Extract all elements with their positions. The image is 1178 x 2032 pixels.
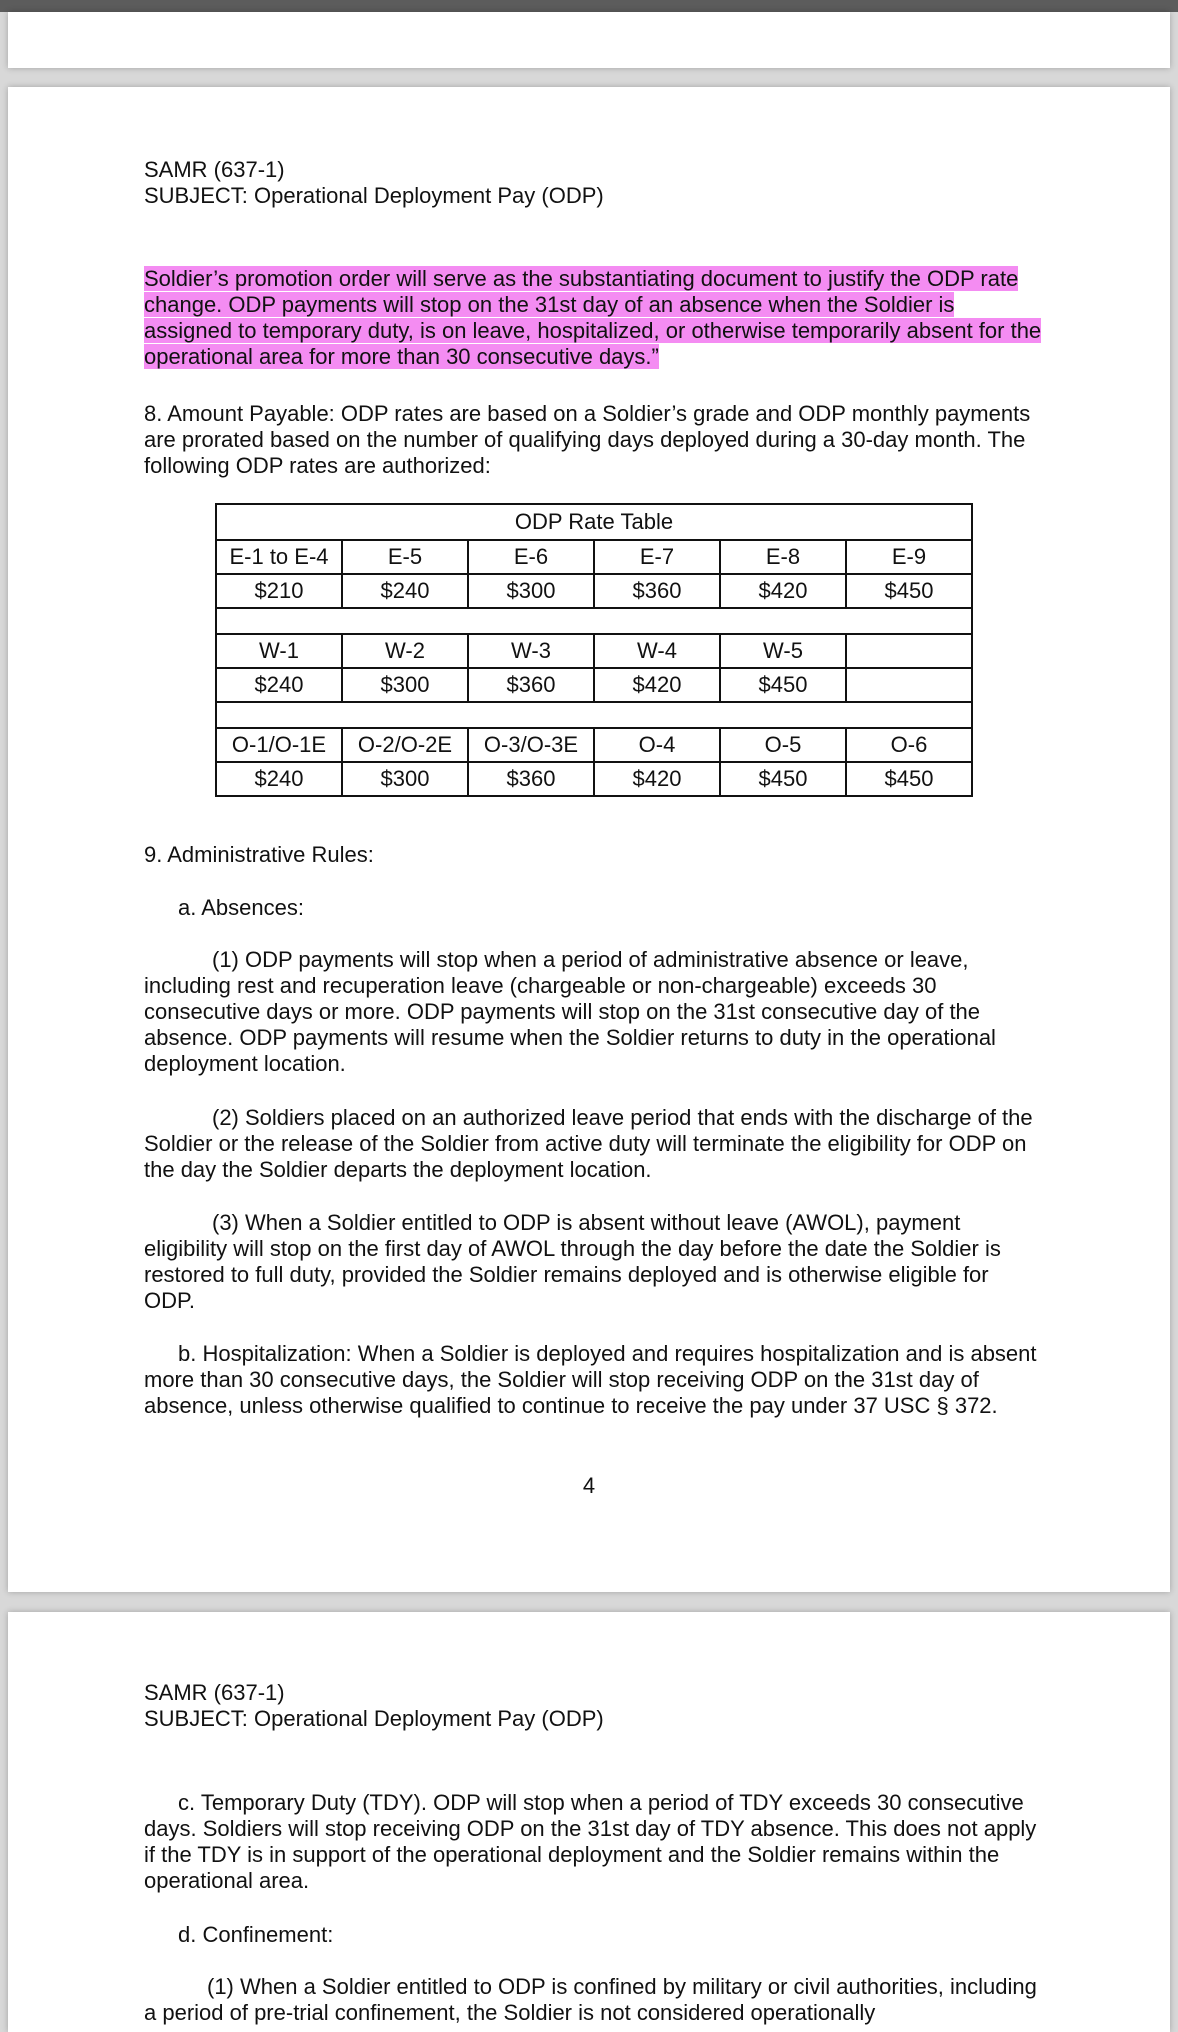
paragraph-9d xyxy=(144,1922,1044,1948)
paragraph-9d-heading: d. Confinement: xyxy=(178,1922,334,1947)
paragraph-9c-text: c. Temporary Duty (TDY). ODP will stop when a period of TDY exceeds 30 consecutive days. Soldiers will stop receiving ODP on the 31st day of TDY absence. This does not apply if the TDY is in support of the operational deployment and the Soldier remains within the operational area. xyxy=(144,1790,1037,1893)
rate-cell xyxy=(846,668,972,702)
spacer-row xyxy=(216,702,972,728)
rate-cell: $360 xyxy=(594,574,720,608)
spacer-cell xyxy=(216,702,972,728)
warrant-rates-row xyxy=(216,668,972,702)
paragraph-9a2 xyxy=(144,1105,1044,1183)
spacer-cell xyxy=(216,608,972,634)
paragraph-9a3 xyxy=(144,1210,1044,1314)
paragraph-9a1-text: (1) ODP payments will stop when a period of administrative absence or leave, including rest and recuperation leave (chargeable or non-chargeable) exceeds 30 consecutive days or more. ODP payments will stop on the 31st consecutive day of the absence. ODP payments will resume when the Soldier returns to duty in the operational deployment location. xyxy=(144,947,996,1076)
rate-cell: $240 xyxy=(216,762,342,796)
rate-cell: $360 xyxy=(468,668,594,702)
odp-rate-table xyxy=(215,503,973,797)
grade-cell: E-6 xyxy=(468,540,594,574)
paragraph-9a2-text: (2) Soldiers placed on an authorized leave period that ends with the discharge of the Soldier or the release of the Soldier from active duty will terminate the eligibility for ODP on the day the Soldier departs the deployment location. xyxy=(144,1105,1033,1182)
rate-cell: $240 xyxy=(342,574,468,608)
rate-cell: $300 xyxy=(342,668,468,702)
grade-cell: W-2 xyxy=(342,634,468,668)
grade-cell xyxy=(846,634,972,668)
grade-cell: E-1 to E-4 xyxy=(216,540,342,574)
grade-cell: W-3 xyxy=(468,634,594,668)
grade-cell: E-5 xyxy=(342,540,468,574)
header-subject: SUBJECT: Operational Deployment Pay (ODP) xyxy=(144,1706,604,1731)
enlisted-grades-row xyxy=(216,540,972,574)
grade-cell: E-7 xyxy=(594,540,720,574)
document-page-5 xyxy=(8,1612,1170,2032)
paragraph-9a1 xyxy=(144,947,1044,1077)
paragraph-9a xyxy=(144,895,1044,921)
rate-cell: $450 xyxy=(720,762,846,796)
grade-cell: E-8 xyxy=(720,540,846,574)
viewer-top-bar xyxy=(0,0,1178,12)
paragraph-8 xyxy=(144,401,1044,479)
rate-cell: $300 xyxy=(342,762,468,796)
paragraph-8-text: 8. Amount Payable: ODP rates are based on a Soldier’s grade and ODP monthly payments are prorated based on the number of qualifying days deployed during a 30-day month. The following ODP rates are authorized: xyxy=(144,401,1031,478)
paragraph-9d1 xyxy=(144,1974,1044,2026)
paragraph-9d1-text: (1) When a Soldier entitled to ODP is confined by military or civil authorities, including a period of pre-trial confinement, the Soldier is not considered operationally xyxy=(144,1974,1037,2025)
table-title: ODP Rate Table xyxy=(216,504,972,540)
grade-cell: O-3/O-3E xyxy=(468,728,594,762)
rate-cell: $420 xyxy=(720,574,846,608)
rate-cell: $450 xyxy=(846,574,972,608)
rate-cell: $210 xyxy=(216,574,342,608)
paragraph-9-heading: 9. Administrative Rules: xyxy=(144,842,374,867)
grade-cell: W-1 xyxy=(216,634,342,668)
highlighted-paragraph xyxy=(144,266,1044,370)
grade-cell: W-4 xyxy=(594,634,720,668)
rate-cell: $420 xyxy=(594,762,720,796)
spacer-row xyxy=(216,608,972,634)
paragraph-9b xyxy=(144,1341,1044,1419)
rate-cell: $300 xyxy=(468,574,594,608)
grade-cell: O-1/O-1E xyxy=(216,728,342,762)
paragraph-9b-text: b. Hospitalization: When a Soldier is deployed and requires hospitalization and is absent more than 30 consecutive days, the Soldier will stop receiving ODP on the 31st day of absence, unless otherwise qualified to continue to receive the pay under 37 USC § 372. xyxy=(144,1341,1037,1418)
rate-cell: $420 xyxy=(594,668,720,702)
document-page-4 xyxy=(8,87,1170,1592)
page-header xyxy=(144,1680,1044,1732)
previous-page-fragment xyxy=(8,12,1170,68)
officer-grades-row xyxy=(216,728,972,762)
grade-cell: E-9 xyxy=(846,540,972,574)
paragraph-9c xyxy=(144,1790,1044,1894)
rate-cell: $240 xyxy=(216,668,342,702)
header-subject: SUBJECT: Operational Deployment Pay (ODP) xyxy=(144,183,604,208)
grade-cell: W-5 xyxy=(720,634,846,668)
page-number: 4 xyxy=(582,1473,596,1498)
header-memo-id: SAMR (637-1) xyxy=(144,1680,285,1705)
grade-cell: O-6 xyxy=(846,728,972,762)
grade-cell: O-2/O-2E xyxy=(342,728,468,762)
page-header xyxy=(144,157,1044,209)
grade-cell: O-4 xyxy=(594,728,720,762)
officer-rates-row xyxy=(216,762,972,796)
grade-cell: O-5 xyxy=(720,728,846,762)
paragraph-9a-heading: a. Absences: xyxy=(178,895,304,920)
header-memo-id: SAMR (637-1) xyxy=(144,157,285,182)
rate-cell: $450 xyxy=(720,668,846,702)
rate-cell: $360 xyxy=(468,762,594,796)
paragraph-9a3-text: (3) When a Soldier entitled to ODP is absent without leave (AWOL), payment eligibility will stop on the first day of AWOL through the day before the date the Soldier is restored to full duty, provided the Soldier remains deployed and is otherwise eligible for ODP. xyxy=(144,1210,1001,1313)
warrant-grades-row xyxy=(216,634,972,668)
rate-cell: $450 xyxy=(846,762,972,796)
paragraph-9 xyxy=(144,842,1044,868)
enlisted-rates-row xyxy=(216,574,972,608)
highlighted-text: Soldier’s promotion order will serve as the substantiating document to justify the ODP rate change. ODP payments will stop on the 31st day of an absence when the Soldier is assigned to temporary duty, is on leave, hospitalized, or otherwise temporarily absent for the operational area for more than 30 consecutive days.” xyxy=(144,266,1042,369)
